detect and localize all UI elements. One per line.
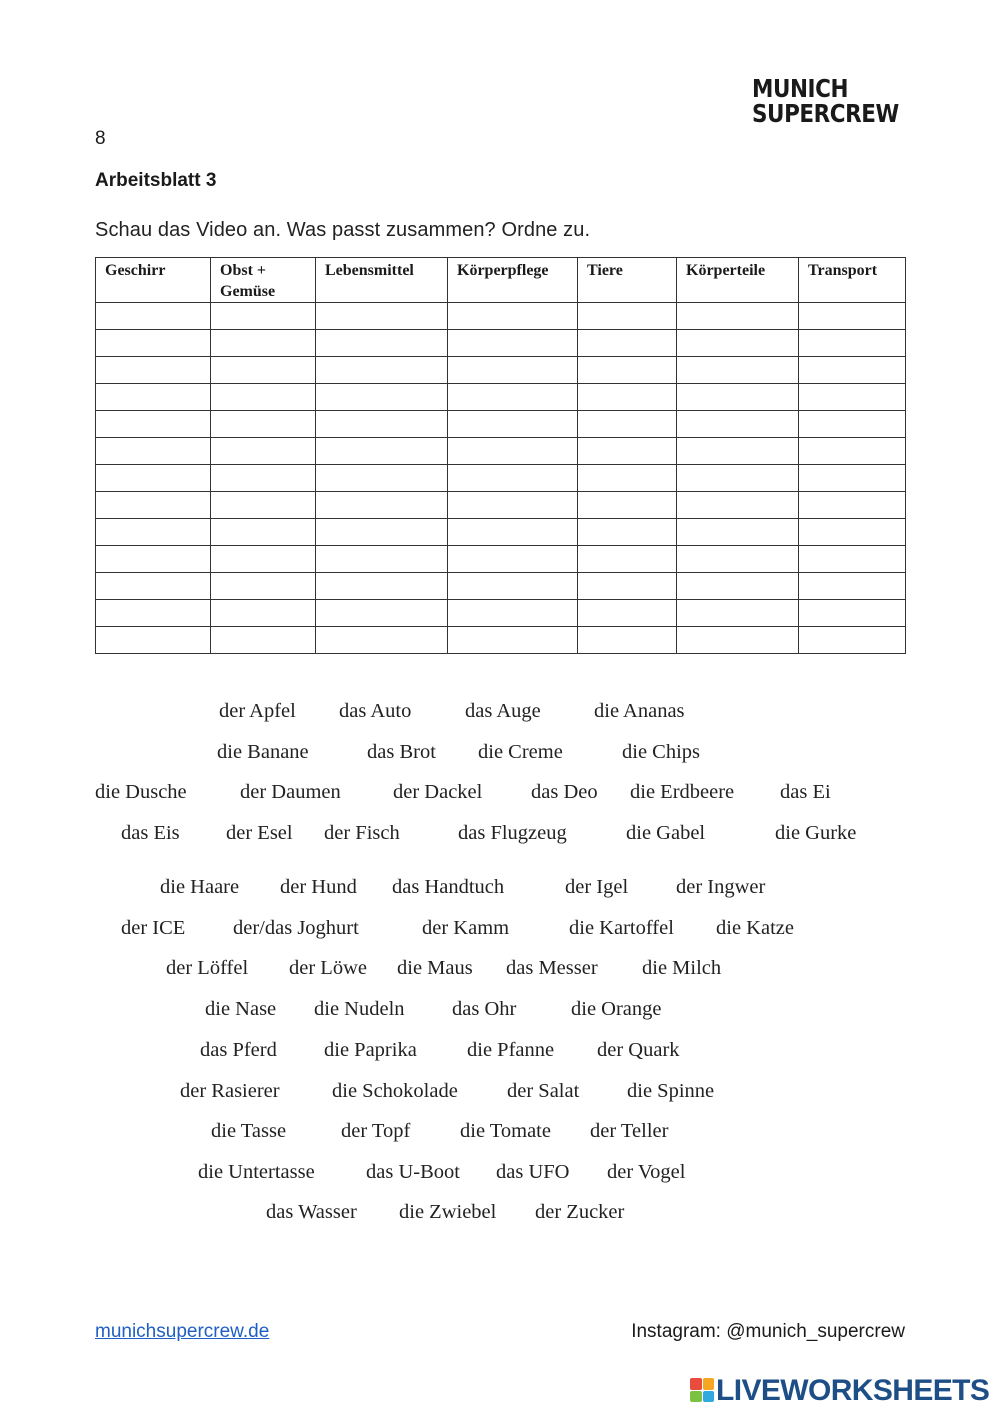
word-item[interactable]: die Katze xyxy=(716,917,794,939)
word-item[interactable]: das Flugzeug xyxy=(458,822,567,844)
word-item[interactable]: die Banane xyxy=(217,741,309,763)
answer-cell[interactable] xyxy=(578,384,677,411)
answer-cell[interactable] xyxy=(677,600,799,627)
word-item[interactable]: der Vogel xyxy=(607,1161,686,1183)
table-row xyxy=(96,546,906,573)
logo-line-2: SUPERCREW xyxy=(752,99,899,128)
word-item[interactable]: der Topf xyxy=(341,1120,411,1142)
word-line xyxy=(0,741,1000,767)
word-line xyxy=(0,1161,1000,1187)
word-item[interactable]: der Esel xyxy=(226,822,293,844)
instagram-handle: Instagram: @munich_supercrew xyxy=(631,1321,905,1342)
answer-cell[interactable] xyxy=(448,465,578,492)
website-link[interactable]: munichsupercrew.de xyxy=(95,1321,270,1342)
word-line xyxy=(0,1080,1000,1106)
word-item[interactable]: der Hund xyxy=(280,876,357,898)
word-line xyxy=(0,1120,1000,1146)
word-item[interactable]: der Dackel xyxy=(393,781,483,803)
word-item[interactable]: die Creme xyxy=(478,741,563,763)
word-line xyxy=(0,700,1000,726)
answer-cell[interactable] xyxy=(578,573,677,600)
answer-cell[interactable] xyxy=(448,627,578,654)
answer-cell[interactable] xyxy=(799,465,906,492)
word-item[interactable]: der ICE xyxy=(121,917,186,939)
word-item[interactable]: das Ei xyxy=(780,781,831,803)
column-header-geschirr: Geschirr xyxy=(96,258,211,303)
answer-cell[interactable] xyxy=(448,600,578,627)
answer-cell[interactable] xyxy=(578,330,677,357)
answer-cell[interactable] xyxy=(448,492,578,519)
word-item[interactable]: das Auge xyxy=(465,700,541,722)
word-item[interactable]: das Handtuch xyxy=(392,876,505,898)
answer-cell[interactable] xyxy=(677,303,799,330)
answer-cell[interactable] xyxy=(578,627,677,654)
column-header-koerperteile: Körperteile xyxy=(677,258,799,303)
word-item[interactable]: die Nase xyxy=(205,998,277,1020)
answer-cell[interactable] xyxy=(316,438,448,465)
table-row xyxy=(96,303,906,330)
answer-cell[interactable] xyxy=(578,546,677,573)
answer-cell[interactable] xyxy=(316,357,448,384)
word-line xyxy=(0,917,1000,943)
answer-cell[interactable] xyxy=(799,384,906,411)
word-item[interactable]: der Quark xyxy=(597,1039,680,1061)
word-item[interactable]: der Rasierer xyxy=(180,1080,280,1102)
word-item[interactable]: die Kartoffel xyxy=(569,917,674,939)
liveworksheets-wordmark: LIVEWORKSHEETS xyxy=(716,1374,990,1407)
answer-cell[interactable] xyxy=(448,330,578,357)
word-item[interactable]: die Gurke xyxy=(775,822,857,844)
answer-cell[interactable] xyxy=(677,627,799,654)
word-item[interactable]: das Wasser xyxy=(266,1201,357,1223)
column-header-koerperpflege: Körperpflege xyxy=(448,258,578,303)
answer-cell[interactable] xyxy=(96,573,211,600)
word-item[interactable]: der Salat xyxy=(507,1080,580,1102)
answer-cell[interactable] xyxy=(448,546,578,573)
answer-cell[interactable] xyxy=(578,600,677,627)
word-item[interactable]: die Ananas xyxy=(594,700,685,722)
answer-cell[interactable] xyxy=(316,627,448,654)
answer-cell[interactable] xyxy=(211,357,316,384)
column-header-lebensmittel: Lebensmittel xyxy=(316,258,448,303)
answer-cell[interactable] xyxy=(448,438,578,465)
answer-cell[interactable] xyxy=(799,627,906,654)
word-item[interactable]: der Apfel xyxy=(219,700,296,722)
answer-cell[interactable] xyxy=(211,600,316,627)
word-line xyxy=(0,781,1000,807)
answer-cell[interactable] xyxy=(96,492,211,519)
answer-cell[interactable] xyxy=(316,492,448,519)
answer-cell[interactable] xyxy=(316,303,448,330)
answer-cell[interactable] xyxy=(799,411,906,438)
table-row xyxy=(96,384,906,411)
word-item[interactable]: der/das Joghurt xyxy=(233,917,359,939)
answer-cell[interactable] xyxy=(316,600,448,627)
word-item[interactable]: die Spinne xyxy=(627,1080,715,1102)
word-line xyxy=(0,822,1000,848)
answer-cell[interactable] xyxy=(211,627,316,654)
word-item[interactable]: die Untertasse xyxy=(198,1161,315,1183)
word-item[interactable]: die Pfanne xyxy=(467,1039,555,1061)
table-header-row xyxy=(96,258,906,303)
table-row xyxy=(96,573,906,600)
answer-cell[interactable] xyxy=(578,303,677,330)
answer-cell[interactable] xyxy=(211,519,316,546)
word-item[interactable]: die Orange xyxy=(571,998,662,1020)
answer-cell[interactable] xyxy=(211,384,316,411)
answer-cell[interactable] xyxy=(799,519,906,546)
answer-cell[interactable] xyxy=(96,303,211,330)
answer-cell[interactable] xyxy=(211,330,316,357)
answer-cell[interactable] xyxy=(316,411,448,438)
answer-cell[interactable] xyxy=(211,303,316,330)
word-item[interactable]: die Tasse xyxy=(211,1120,287,1142)
answer-cell[interactable] xyxy=(677,438,799,465)
column-header-transport: Transport xyxy=(799,258,906,303)
word-item[interactable]: das UFO xyxy=(496,1161,570,1183)
word-item[interactable]: die Chips xyxy=(622,741,701,763)
answer-cell[interactable] xyxy=(677,384,799,411)
word-item[interactable]: der Zucker xyxy=(535,1201,625,1223)
word-item[interactable]: das Auto xyxy=(339,700,412,722)
word-item[interactable]: der Ingwer xyxy=(676,876,766,898)
answer-cell[interactable] xyxy=(799,357,906,384)
answer-cell[interactable] xyxy=(316,465,448,492)
word-item[interactable]: die Schokolade xyxy=(332,1080,458,1102)
table-row xyxy=(96,465,906,492)
word-item[interactable]: das Pferd xyxy=(200,1039,277,1061)
sorting-table xyxy=(95,257,906,654)
word-item[interactable]: das Ohr xyxy=(452,998,517,1020)
answer-cell[interactable] xyxy=(316,573,448,600)
answer-cell[interactable] xyxy=(448,303,578,330)
answer-cell[interactable] xyxy=(799,492,906,519)
answer-cell[interactable] xyxy=(316,384,448,411)
answer-cell[interactable] xyxy=(677,411,799,438)
word-item[interactable]: der Igel xyxy=(565,876,629,898)
word-item[interactable]: das Deo xyxy=(531,781,598,803)
answer-cell[interactable] xyxy=(316,519,448,546)
word-item[interactable]: der Teller xyxy=(590,1120,669,1142)
word-item[interactable]: die Tomate xyxy=(460,1120,551,1142)
column-header-obst-gemuese: Obst + Gemüse xyxy=(211,258,316,303)
table-row xyxy=(96,357,906,384)
page-number: 8 xyxy=(95,128,106,149)
answer-cell[interactable] xyxy=(578,438,677,465)
answer-cell[interactable] xyxy=(96,384,211,411)
answer-cell[interactable] xyxy=(96,330,211,357)
word-item[interactable]: der Fisch xyxy=(324,822,400,844)
word-item[interactable]: die Gabel xyxy=(626,822,706,844)
word-line xyxy=(0,1201,1000,1227)
word-line xyxy=(0,876,1000,902)
liveworksheets-icon xyxy=(690,1378,714,1402)
answer-cell[interactable] xyxy=(448,411,578,438)
answer-cell[interactable] xyxy=(316,546,448,573)
worksheet-title: Arbeitsblatt 3 xyxy=(95,170,217,191)
answer-cell[interactable] xyxy=(799,438,906,465)
answer-cell[interactable] xyxy=(578,492,677,519)
word-item[interactable]: die Nudeln xyxy=(314,998,405,1020)
column-header-tiere: Tiere xyxy=(578,258,677,303)
table-row xyxy=(96,627,906,654)
answer-cell[interactable] xyxy=(677,492,799,519)
answer-cell[interactable] xyxy=(448,357,578,384)
word-item[interactable]: die Zwiebel xyxy=(399,1201,497,1223)
answer-cell[interactable] xyxy=(211,411,316,438)
table-row xyxy=(96,438,906,465)
munich-supercrew-logo xyxy=(752,74,899,128)
word-item[interactable]: die Milch xyxy=(642,957,722,979)
word-line xyxy=(0,998,1000,1024)
word-line xyxy=(0,1039,1000,1065)
answer-cell[interactable] xyxy=(677,357,799,384)
answer-cell[interactable] xyxy=(578,519,677,546)
answer-cell[interactable] xyxy=(211,492,316,519)
word-item[interactable]: das Brot xyxy=(367,741,436,763)
word-item[interactable]: das Eis xyxy=(121,822,180,844)
word-item[interactable]: der Löffel xyxy=(166,957,249,979)
answer-cell[interactable] xyxy=(677,519,799,546)
answer-cell[interactable] xyxy=(211,546,316,573)
answer-cell[interactable] xyxy=(316,330,448,357)
word-item[interactable]: der Kamm xyxy=(422,917,510,939)
answer-cell[interactable] xyxy=(578,357,677,384)
word-item[interactable]: die Erdbeere xyxy=(630,781,735,803)
table-row xyxy=(96,492,906,519)
word-item[interactable]: die Dusche xyxy=(95,781,187,803)
answer-cell[interactable] xyxy=(96,411,211,438)
table-row xyxy=(96,600,906,627)
answer-cell[interactable] xyxy=(799,303,906,330)
word-item[interactable]: die Haare xyxy=(160,876,240,898)
answer-cell[interactable] xyxy=(96,627,211,654)
answer-cell[interactable] xyxy=(96,438,211,465)
answer-cell[interactable] xyxy=(96,546,211,573)
answer-cell[interactable] xyxy=(677,330,799,357)
answer-cell[interactable] xyxy=(677,465,799,492)
answer-cell[interactable] xyxy=(677,546,799,573)
word-item[interactable]: der Daumen xyxy=(240,781,341,803)
answer-cell[interactable] xyxy=(448,519,578,546)
answer-cell[interactable] xyxy=(96,357,211,384)
answer-cell[interactable] xyxy=(96,600,211,627)
answer-cell[interactable] xyxy=(799,330,906,357)
answer-cell[interactable] xyxy=(96,519,211,546)
table-row xyxy=(96,330,906,357)
word-item[interactable]: das Messer xyxy=(506,957,598,979)
answer-cell[interactable] xyxy=(799,546,906,573)
table-row xyxy=(96,411,906,438)
logo-line-1: MUNICH xyxy=(752,74,849,103)
answer-cell[interactable] xyxy=(799,600,906,627)
answer-cell[interactable] xyxy=(448,573,578,600)
word-item[interactable]: die Maus xyxy=(397,957,473,979)
answer-cell[interactable] xyxy=(677,573,799,600)
answer-cell[interactable] xyxy=(211,465,316,492)
word-item[interactable]: das U-Boot xyxy=(366,1161,460,1183)
answer-cell[interactable] xyxy=(578,465,677,492)
word-line xyxy=(0,957,1000,983)
answer-cell[interactable] xyxy=(211,573,316,600)
answer-cell[interactable] xyxy=(448,384,578,411)
instructions-text: Schau das Video an. Was passt zusammen? Ordne zu. xyxy=(95,219,591,241)
answer-cell[interactable] xyxy=(799,573,906,600)
answer-cell[interactable] xyxy=(96,465,211,492)
word-item[interactable]: der Löwe xyxy=(289,957,367,979)
answer-cell[interactable] xyxy=(578,411,677,438)
answer-cell[interactable] xyxy=(211,438,316,465)
table-row xyxy=(96,519,906,546)
word-item[interactable]: die Paprika xyxy=(324,1039,417,1061)
